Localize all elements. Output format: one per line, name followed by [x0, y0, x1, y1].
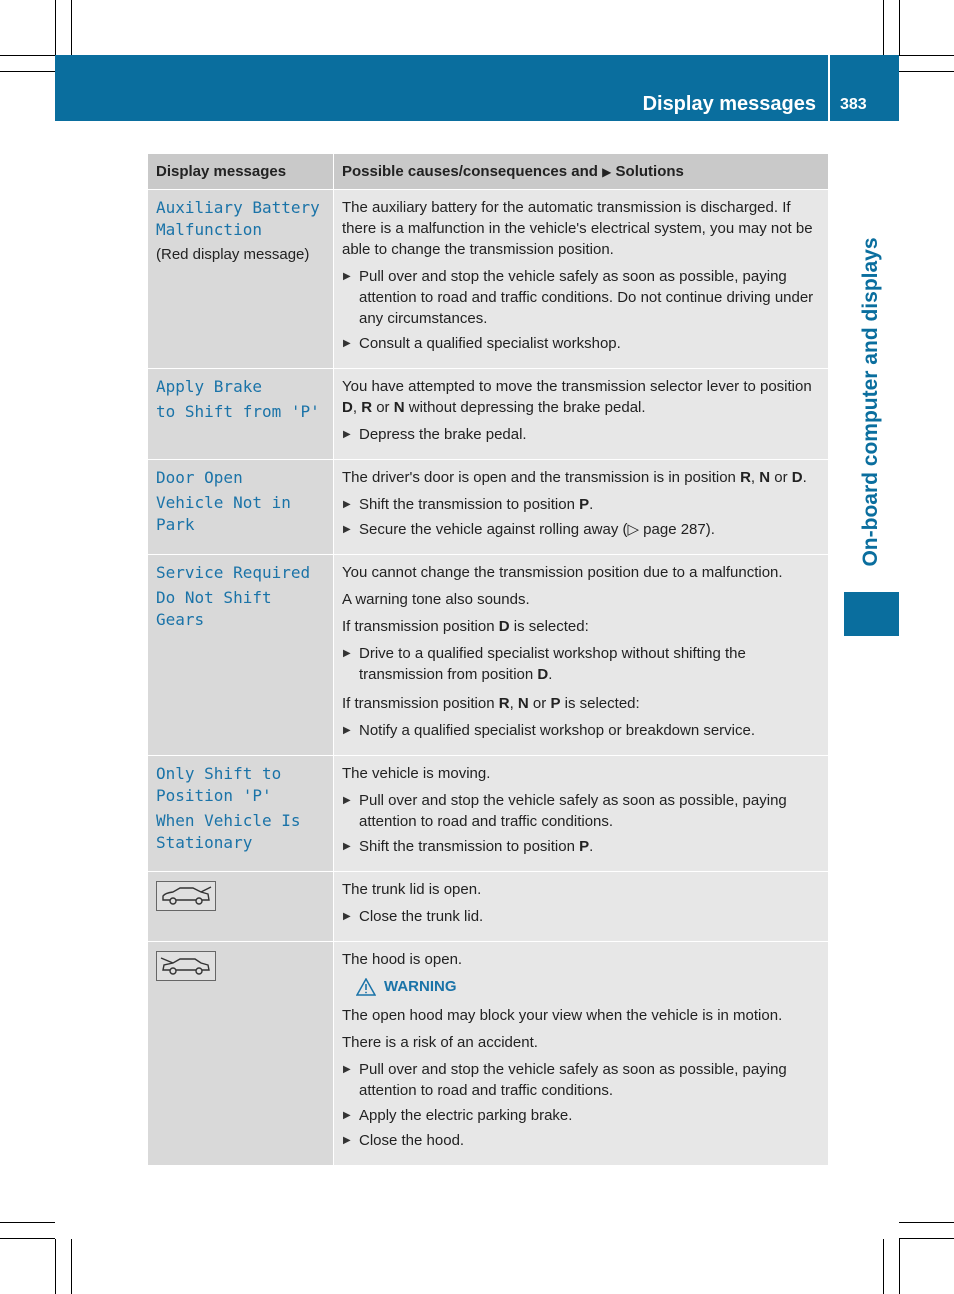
- crop-mark: [0, 71, 55, 72]
- warning-text: There is a risk of an accident.: [342, 1034, 538, 1051]
- solution-step: ▶ Depress the brake pedal.: [342, 424, 822, 445]
- crop-mark: [899, 1222, 954, 1223]
- display-message: to Shift from 'P': [156, 402, 320, 421]
- display-message: Apply Brake: [156, 377, 262, 396]
- table-row: [148, 871, 828, 941]
- cause-text: A warning tone also sounds.: [342, 591, 530, 608]
- table-row: [148, 941, 828, 1165]
- table-row: [148, 189, 828, 368]
- table-row: [148, 554, 828, 755]
- page-number: 383: [840, 96, 867, 113]
- message-cell: [148, 369, 334, 459]
- crop-mark: [899, 1239, 900, 1294]
- warning-text: The open hood may block your view when the vehicle is in motion.: [342, 1007, 783, 1024]
- warning-triangle-icon: [356, 978, 376, 996]
- solution-cell: [334, 190, 828, 368]
- header-title: Display messages: [642, 93, 816, 115]
- table-row: [148, 755, 828, 871]
- solution-cell: [334, 460, 828, 554]
- crop-mark: [0, 1238, 55, 1239]
- cause-text: You cannot change the transmission position due to a malfunction.: [342, 564, 783, 581]
- cause-text: The auxiliary battery for the automatic transmission is discharged. If there is a malfunction in the vehicle's electrical system, you may not be able to change the transmission position.: [342, 199, 813, 258]
- display-messages-table: [148, 154, 828, 1165]
- display-message: Only Shift to Position 'P': [156, 764, 282, 805]
- page-number-box: [830, 55, 899, 121]
- crop-mark: [899, 1238, 954, 1239]
- header-bar: [55, 55, 828, 121]
- column-header-solutions: Possible causes/consequences and ▶ Solutions: [334, 154, 828, 189]
- display-message: Auxiliary Battery Malfunction: [156, 198, 320, 239]
- display-message: When Vehicle Is Stationary: [156, 811, 301, 852]
- solution-step: ▶ Pull over and stop the vehicle safely as soon as possible, paying attention to road and traffic conditions. Do not continue driving under any circumstances.: [342, 266, 822, 329]
- solution-step: ▶ Close the hood.: [342, 1130, 822, 1151]
- message-cell: [148, 555, 334, 755]
- column-header-messages: Display messages: [148, 154, 334, 189]
- table-row: [148, 459, 828, 554]
- message-cell: [148, 190, 334, 368]
- message-cell: [148, 872, 334, 941]
- message-cell: [148, 942, 334, 1165]
- display-message: Door Open: [156, 468, 243, 487]
- display-message: Do Not Shift Gears: [156, 588, 272, 629]
- solution-step: ▶ Shift the transmission to position P.: [342, 494, 822, 515]
- crop-mark: [55, 1239, 56, 1294]
- solution-cell: [334, 756, 828, 871]
- trunk-open-icon: [156, 881, 216, 911]
- cause-text: The hood is open.: [342, 951, 463, 968]
- solution-cell: [334, 555, 828, 755]
- crop-mark: [71, 0, 72, 55]
- arrow-right-icon: ▶: [602, 165, 612, 179]
- side-tab-title: On-board computer and displays: [859, 237, 882, 567]
- solution-step: ▶ Consult a qualified specialist workshop.: [342, 333, 822, 354]
- solution-step: ▶ Pull over and stop the vehicle safely as soon as possible, paying attention to road and traffic conditions.: [342, 1059, 822, 1101]
- table-row: [148, 368, 828, 459]
- solution-cell: [334, 872, 828, 941]
- crop-mark: [71, 1239, 72, 1294]
- solution-step: ▶ Apply the electric parking brake.: [342, 1105, 822, 1126]
- solution-step: ▶ Drive to a qualified specialist workshop without shifting the transmission from position D.: [342, 643, 822, 685]
- display-message: Service Required: [156, 563, 311, 582]
- cause-text: The driver's door is open and the transmission is in position R, N or D.: [342, 469, 807, 486]
- message-cell: [148, 756, 334, 871]
- condition-text: If transmission position R, N or P is selected:: [342, 695, 640, 712]
- cause-text: The vehicle is moving.: [342, 765, 491, 782]
- crop-mark: [899, 55, 954, 56]
- hood-open-icon: [156, 951, 216, 981]
- solution-cell: [334, 369, 828, 459]
- crop-mark: [0, 55, 55, 56]
- crop-mark: [55, 0, 56, 55]
- condition-text: If transmission position D is selected:: [342, 618, 589, 635]
- crop-mark: [883, 1239, 884, 1294]
- crop-mark: [0, 1222, 55, 1223]
- solution-step: ▶ Notify a qualified specialist workshop or breakdown service.: [342, 720, 822, 741]
- side-tab-marker: [844, 592, 899, 636]
- message-note: (Red display message): [156, 246, 310, 263]
- display-message: Vehicle Not in Park: [156, 493, 291, 534]
- warning-heading: [356, 976, 822, 997]
- table-header-row: [148, 154, 828, 189]
- cause-text: You have attempted to move the transmission selector lever to position D, R or N without depressing the brake pedal.: [342, 378, 812, 416]
- warning-label: WARNING: [384, 978, 457, 995]
- crop-mark: [899, 0, 900, 55]
- crop-mark: [899, 71, 954, 72]
- crop-mark: [883, 0, 884, 55]
- solution-cell: [334, 942, 828, 1165]
- solution-step: ▶ Pull over and stop the vehicle safely as soon as possible, paying attention to road and traffic conditions.: [342, 790, 822, 832]
- solution-step: ▶ Close the trunk lid.: [342, 906, 822, 927]
- solution-step: ▶ Secure the vehicle against rolling away (▷ page 287).: [342, 519, 822, 540]
- message-cell: [148, 460, 334, 554]
- solution-step: ▶ Shift the transmission to position P.: [342, 836, 822, 857]
- cause-text: The trunk lid is open.: [342, 881, 482, 898]
